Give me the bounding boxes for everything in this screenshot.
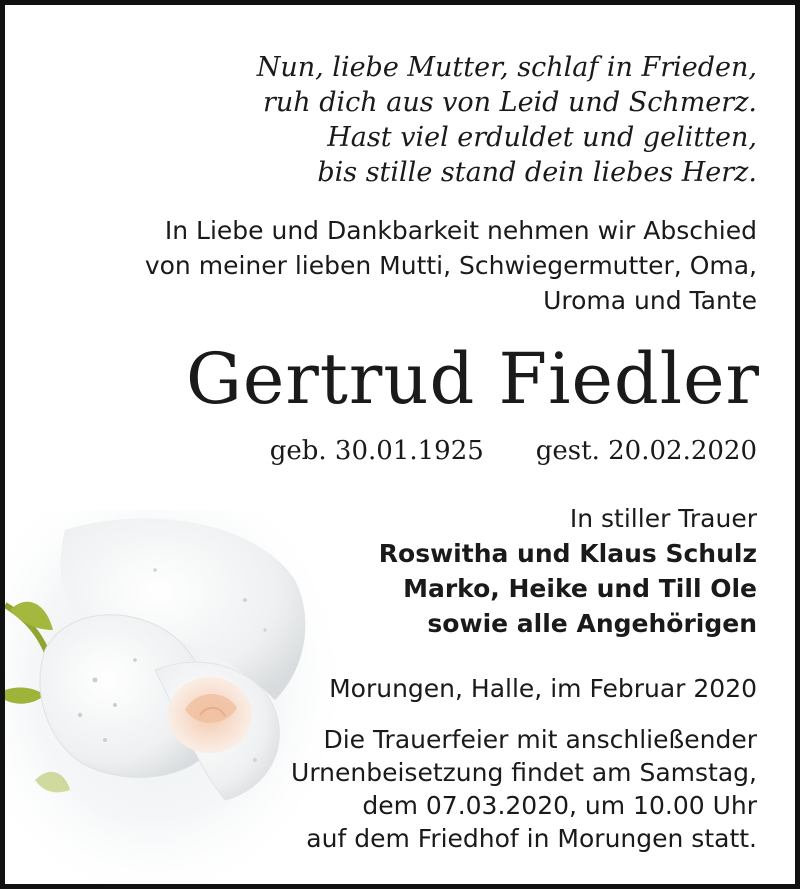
poem [257, 50, 757, 190]
deceased-name: Gertrud Fiedler [185, 338, 760, 420]
mourning-intro: In stiller Trauer [569, 504, 757, 533]
poem-line: ruh dich aus von Leid und Schmerz. [262, 87, 757, 118]
service-line: auf dem Friedhof in Morungen statt. [306, 824, 757, 853]
birth-date: geb. 30.01.1925 [269, 436, 484, 466]
farewell-intro [145, 213, 757, 318]
intro-line: Uroma und Tante [543, 286, 757, 315]
place-date: Morungen, Halle, im Februar 2020 [329, 674, 757, 703]
poem-line: bis stille stand dein liebes Herz. [317, 157, 757, 188]
mourner-name: Marko, Heike und Till Ole [403, 574, 757, 603]
poem-line: Nun, liebe Mutter, schlaf in Frieden, [256, 52, 757, 83]
life-dates [270, 433, 757, 469]
mourner-name: sowie alle Angehörigen [427, 609, 757, 638]
service-info [291, 723, 757, 855]
poem-line: Hast viel erduldet und gelitten, [327, 122, 757, 153]
service-line: Urnenbeisetzung findet am Samstag, [291, 758, 757, 787]
intro-line: In Liebe und Dankbarkeit nehmen wir Abschied [164, 216, 757, 245]
service-line: Die Trauerfeier mit anschließender [323, 725, 757, 754]
mourners [379, 501, 757, 641]
mourner-name: Roswitha und Klaus Schulz [378, 539, 757, 568]
service-line: dem 07.03.2020, um 10.00 Uhr [362, 791, 757, 820]
death-date: gest. 20.02.2020 [535, 436, 757, 466]
intro-line: von meiner lieben Mutti, Schwiegermutter, Oma, [144, 251, 757, 280]
white-rose-image [5, 510, 335, 889]
